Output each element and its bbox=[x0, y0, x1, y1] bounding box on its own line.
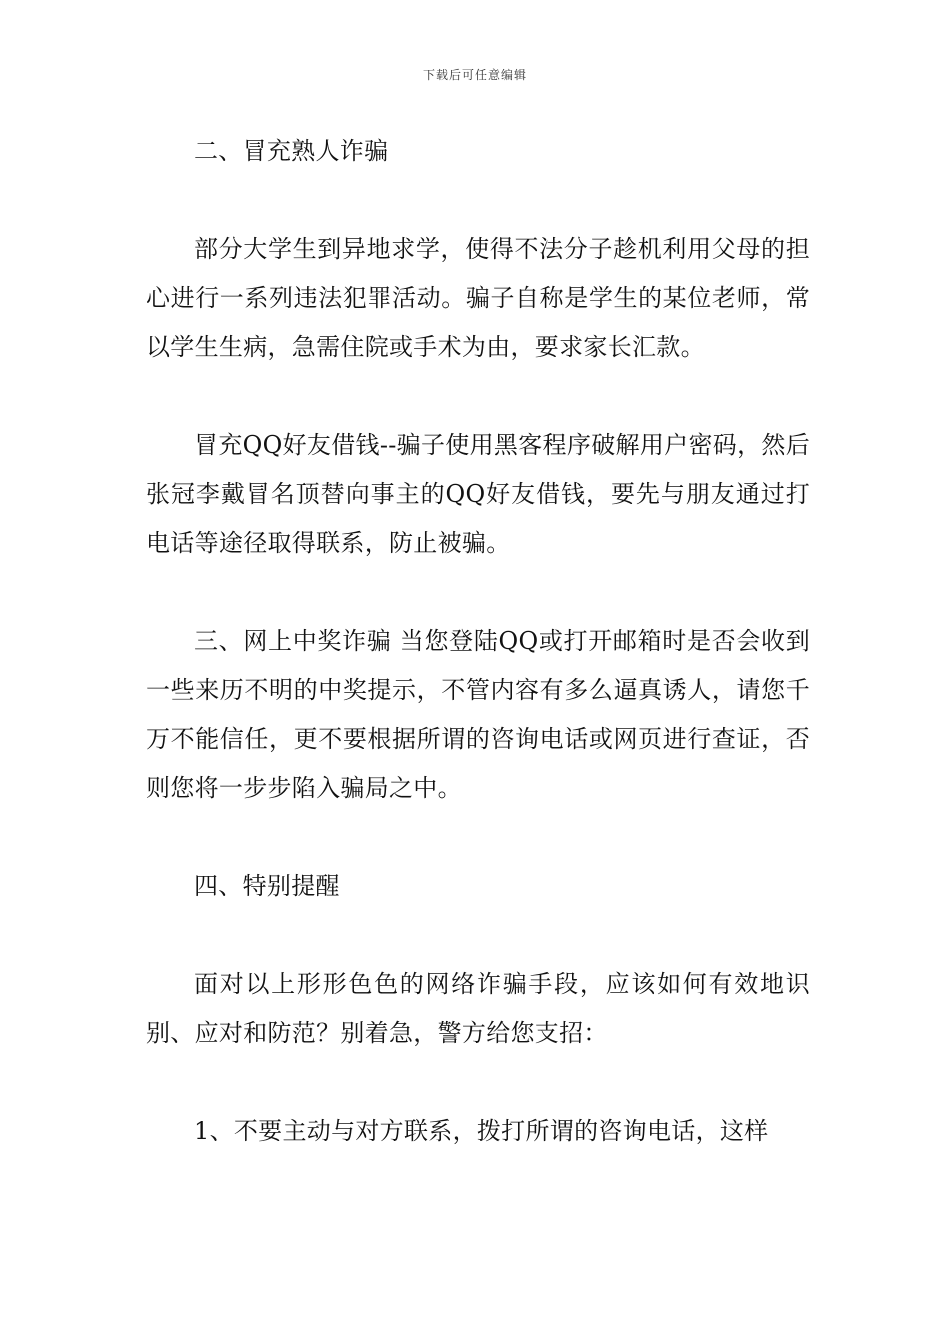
page-header: 下载后可任意编辑 bbox=[422, 68, 527, 82]
paragraph-gap bbox=[146, 813, 810, 862]
paragraph-gap bbox=[146, 1058, 810, 1107]
paragraph-reminder-intro: 面对以上形形色色的网络诈骗手段，应该如何有效地识别、应对和防范？别着急，警方给您支招： bbox=[146, 970, 810, 1047]
paragraph-gap bbox=[146, 372, 810, 421]
document-body bbox=[146, 127, 810, 1156]
paragraph-teacher-scam: 部分大学生到异地求学，使得不法分子趁机利用父母的担心进行一系列违法犯罪活动。骗子自称是学生的某位老师，常以学生生病，急需住院或手术为由，要求家长汇款。 bbox=[146, 235, 810, 361]
section-heading-special-reminder: 四、特别提醒 bbox=[194, 872, 340, 900]
list-item-1: 1、不要主动与对方联系，拨打所谓的咨询电话，这样 bbox=[194, 1117, 769, 1145]
paragraph-prize-scam: 三、网上中奖诈骗 当您登陆QQ或打开邮箱时是否会收到一些来历不明的中奖提示，不管内容有多么逼真诱人，请您千万不能信任，更不要根据所谓的咨询电话或网页进行查证，否则您将一步步陷入骗局之中。 bbox=[146, 627, 810, 802]
paragraph-gap bbox=[146, 176, 810, 225]
section-heading-impersonation: 二、冒充熟人诈骗 bbox=[194, 137, 389, 165]
paragraph-gap bbox=[146, 911, 810, 960]
paragraph-gap bbox=[146, 568, 810, 617]
paragraph-qq-friend-scam: 冒充QQ好友借钱--骗子使用黑客程序破解用户密码，然后张冠李戴冒名顶替向事主的QQ好友借钱，要先与朋友通过打电话等途径取得联系，防止被骗。 bbox=[146, 431, 810, 557]
